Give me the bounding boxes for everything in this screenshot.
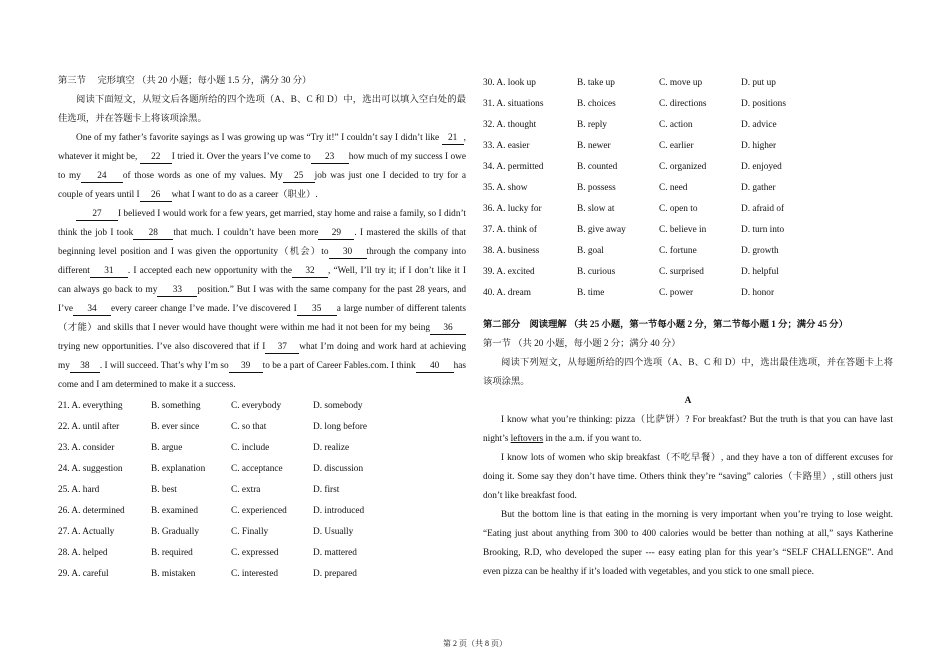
options-list-21-29 [58, 395, 466, 584]
text: . I mastered the skills of that beginning level position and I was given the opportunity（机会）to [58, 228, 466, 257]
option-a: 23. A. consider [58, 442, 115, 453]
option-row-25 [58, 479, 466, 500]
blank-29: 29 [318, 227, 354, 240]
option-a: 34. A. permitted [483, 161, 544, 172]
text: I know what you’re thinking: pizza（比萨饼）? For breakfast? But the truth is that you can have last night’s [483, 415, 893, 444]
option-c: C. power [659, 287, 694, 298]
option-b: B. argue [151, 442, 183, 453]
option-row-28 [58, 542, 466, 563]
text: position.” But I was with the same company for the past 28 years, and I’ve [58, 285, 466, 314]
option-b: B. ever since [151, 421, 200, 432]
option-c: C. organized [659, 161, 707, 172]
text: of those words as one of my values. My [122, 171, 283, 181]
option-c: C. action [659, 119, 693, 130]
option-d: D. prepared [313, 568, 357, 579]
option-row-27 [58, 521, 466, 542]
option-a: 27. A. Actually [58, 526, 115, 537]
section-title: 第三节 完形填空 （共 20 小题；每小题 1.5 分，满分 30 分） [58, 76, 312, 86]
option-row-30 [483, 72, 893, 93]
text: job was just one I decided to try for a couple of years until I [58, 171, 467, 200]
option-b: B. counted [577, 161, 618, 172]
option-b: B. slow at [577, 203, 615, 214]
text: One of my father’s favorite sayings as I was growing up was “Try it!” I couldn’t say I didn’t like [76, 133, 442, 143]
option-row-33 [483, 135, 893, 156]
option-d: D. put up [741, 77, 776, 88]
instructions: 阅读下列短文，从每题所给的四个选项（A、B、C 和 D）中，选出最佳选项，并在答题卡上将该项涂黑。 [483, 358, 893, 387]
text: what I want to do as a career（职业）. [171, 190, 318, 200]
text: in the a.m. if you want to. [543, 434, 642, 444]
cloze-paragraph-1 [58, 129, 466, 205]
option-b: B. time [577, 287, 605, 298]
underlined-word: leftovers [510, 434, 544, 444]
option-d: D. honor [741, 287, 775, 298]
option-d: D. higher [741, 140, 777, 151]
blank-30: 30 [329, 246, 367, 259]
text: has come and I am determined to make it a success. [58, 361, 466, 390]
text: what I’m doing and work hard at achieving my [58, 342, 466, 371]
option-c: C. open to [659, 203, 698, 214]
option-c: C. extra [231, 484, 261, 495]
text: that much. I couldn’t have been more [173, 228, 319, 238]
blank-38: 38 [70, 360, 100, 373]
option-d: D. helpful [741, 266, 779, 277]
text: . I will succeed. That’s why I’m so [99, 361, 229, 371]
text: , “Well, I’ll try it; if I don’t like it I can always go back to my [58, 266, 466, 295]
option-d: D. turn into [741, 224, 785, 235]
option-d: D. first [313, 484, 340, 495]
blank-21: 21 [442, 132, 464, 145]
option-row-37 [483, 219, 893, 240]
option-d: D. Usually [313, 526, 354, 537]
option-c: C. earlier [659, 140, 694, 151]
option-row-23 [58, 437, 466, 458]
blank-37: 37 [265, 341, 299, 354]
reading-paragraph-1 [483, 411, 893, 449]
blank-36: 36 [430, 322, 466, 335]
option-c: C. interested [231, 568, 278, 579]
option-c: C. fortune [659, 245, 697, 256]
blank-32: 32 [292, 265, 328, 278]
option-row-36 [483, 198, 893, 219]
text: through the company into different [58, 247, 466, 276]
option-b: B. something [151, 400, 201, 411]
option-c: C. move up [659, 77, 703, 88]
option-d: D. realize [313, 442, 350, 453]
option-a: 38. A. business [483, 245, 540, 256]
reading-paragraph-2: I know lots of women who skip breakfast（不吃早餐）, and they have a ton of different excuses for doing it. Some say they don’t have time. Others think they’re “saving” calories（卡路里）, still others just don’t like breakfast food. [483, 453, 893, 501]
option-b: B. newer [577, 140, 611, 151]
text: a large number of different talents（才能）and skills that I never would have thought were within me had it not been for my being [58, 304, 466, 333]
option-b: B. mistaken [151, 568, 196, 579]
text: trying new opportunities. I’ve also discovered that if I [58, 342, 266, 352]
option-b: B. explanation [151, 463, 206, 474]
options-list-30-40 [483, 72, 893, 303]
option-b: B. required [151, 547, 193, 558]
option-b: B. Gradually [151, 526, 200, 537]
option-row-34 [483, 156, 893, 177]
option-c: C. need [659, 182, 688, 193]
option-b: B. best [151, 484, 177, 495]
option-c: C. so that [231, 421, 267, 432]
option-a: 24. A. suggestion [58, 463, 123, 474]
option-a: 36. A. lucky for [483, 203, 542, 214]
blank-31: 31 [90, 265, 128, 278]
option-a: 29. A. careful [58, 568, 109, 579]
option-c: C. everybody [231, 400, 282, 411]
blank-39: 39 [229, 360, 263, 373]
blank-24: 24 [81, 170, 123, 183]
option-a: 22. A. until after [58, 421, 120, 432]
left-column [58, 72, 466, 584]
text: to be a part of Career Fables.com. I think [262, 361, 416, 371]
part-title: 第二部分 阅读理解 （共 25 小题，第一节每小题 2 分，第二节每小题 1 分；满分 45 分） [483, 320, 848, 330]
option-c: C. acceptance [231, 463, 283, 474]
option-c: C. believe in [659, 224, 707, 235]
option-b: B. possess [577, 182, 616, 193]
option-a: 39. A. excited [483, 266, 535, 277]
text: every career change I’ve made. I’ve discovered I [110, 304, 297, 314]
option-d: D. gather [741, 182, 776, 193]
option-row-29 [58, 563, 466, 584]
blank-40: 40 [416, 360, 454, 373]
blank-35: 35 [297, 303, 337, 316]
option-d: D. advice [741, 119, 777, 130]
option-a: 25. A. hard [58, 484, 100, 495]
option-a: 32. A. thought [483, 119, 537, 130]
option-b: B. choices [577, 98, 616, 109]
text: how much of my success I owe to my [58, 152, 467, 181]
instructions: 阅读下面短文，从短文后各题所给的四个选项（A、B、C 和 D）中，选出可以填入空白处的最佳选项，并在答题卡上将该项涂黑。 [58, 95, 466, 124]
option-b: B. take up [577, 77, 615, 88]
option-a: 28. A. helped [58, 547, 108, 558]
option-d: D. long before [313, 421, 367, 432]
option-c: C. include [231, 442, 270, 453]
option-d: D. somebody [313, 400, 363, 411]
option-a: 35. A. show [483, 182, 528, 193]
option-a: 37. A. think of [483, 224, 537, 235]
text: . I accepted each new opportunity with the [127, 266, 292, 276]
blank-22: 22 [140, 151, 172, 164]
option-row-31 [483, 93, 893, 114]
text: I believed I would work for a few years, get married, stay home and raise a family, so I didn’t think the job I took [58, 209, 466, 238]
option-row-24 [58, 458, 466, 479]
option-a: 26. A. determined [58, 505, 125, 516]
option-c: C. expressed [231, 547, 279, 558]
blank-34: 34 [73, 303, 111, 316]
option-row-32 [483, 114, 893, 135]
blank-23: 23 [311, 151, 349, 164]
option-b: B. give away [577, 224, 626, 235]
option-d: D. afraid of [741, 203, 785, 214]
option-row-38 [483, 240, 893, 261]
blank-28: 28 [133, 227, 173, 240]
blank-26: 26 [140, 189, 172, 202]
option-d: D. introduced [313, 505, 365, 516]
blank-25: 25 [283, 170, 315, 183]
text: I tried it. Over the years I’ve come to [171, 152, 311, 162]
blank-33: 33 [157, 284, 197, 297]
option-b: B. curious [577, 266, 616, 277]
option-b: B. reply [577, 119, 607, 130]
option-c: C. Finally [231, 526, 269, 537]
cloze-paragraph-2 [58, 205, 466, 395]
option-a: 33. A. easier [483, 140, 530, 151]
option-b: B. examined [151, 505, 198, 516]
option-row-40 [483, 282, 893, 303]
option-row-35 [483, 177, 893, 198]
option-b: B. goal [577, 245, 604, 256]
blank-27: 27 [76, 208, 118, 221]
option-row-22 [58, 416, 466, 437]
reading-paragraph-3: But the bottom line is that eating in the morning is very important when you’re trying to lose weight. “Eating just about anything from 300 to 400 calories would be better than nothing at all,” says Katherine Brooking, R.D, who developed the super --- easy eating plan for this year’s “SELF CHALLENGE”. And even pizza can be healthy if it’s loaded with vegetables, and you stick to one small piece. [483, 510, 893, 577]
option-row-21 [58, 395, 466, 416]
page-footer: 第 2 页（共 8 页） [443, 639, 507, 648]
option-a: 40. A. dream [483, 287, 532, 298]
passage-letter: A [684, 396, 692, 406]
option-a: 31. A. situations [483, 98, 544, 109]
option-c: C. surprised [659, 266, 704, 277]
option-d: D. mattered [313, 547, 357, 558]
option-c: C. experienced [231, 505, 287, 516]
option-c: C. directions [659, 98, 707, 109]
text: , whatever it might be, [58, 133, 466, 162]
option-d: D. growth [741, 245, 779, 256]
right-column [483, 72, 893, 582]
option-row-26 [58, 500, 466, 521]
option-a: 21. A. everything [58, 400, 123, 411]
option-d: D. discussion [313, 463, 364, 474]
option-d: D. enjoyed [741, 161, 782, 172]
section-title: 第一节 （共 20 小题，每小题 2 分；满分 40 分） [483, 339, 681, 349]
option-d: D. positions [741, 98, 786, 109]
option-row-39 [483, 261, 893, 282]
option-a: 30. A. look up [483, 77, 536, 88]
